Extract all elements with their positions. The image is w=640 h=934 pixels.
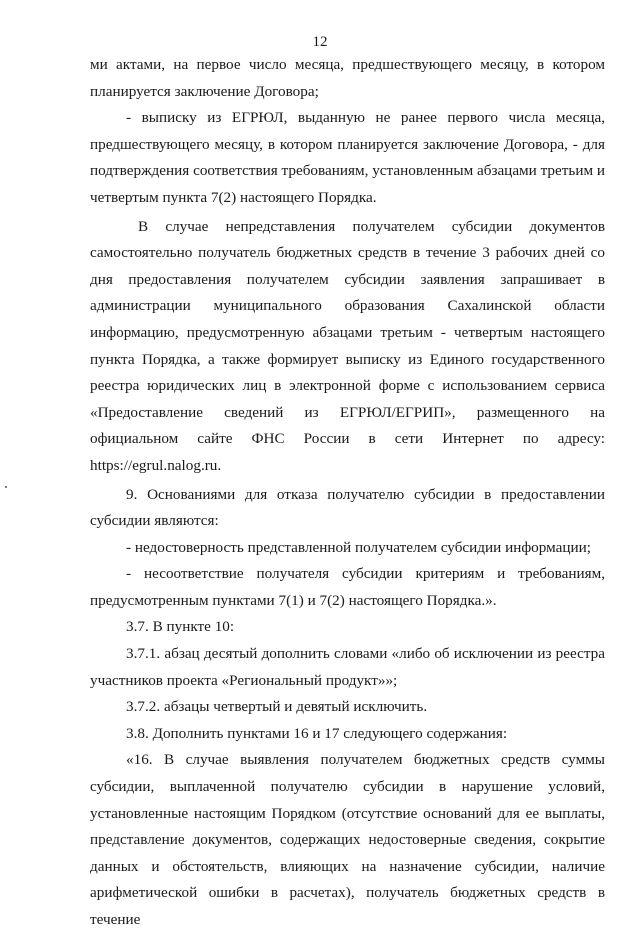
paragraph-6: - несоответствие получателя субсидии критериям и требованиям, предусмотренным пунктами 7(1) и 7(2) настоящего Порядка.». [90,565,605,609]
paragraph-10: 3.8. Дополнить пунктами 16 и 17 следующего содержания: [126,724,508,742]
paragraph-3: В случае непредставления получателем субсидии документов самостоятельно получатель бюджетных средств в течение 3 рабочих дней со дня предоставления получателем субсидии заявления запрашивает в администрации муниципального образования Сахалинской области информацию, предусмотренную абзацами третьим - четвертым настоящего пункта Порядка, а также формирует выписку из Единого государственного реестра юридических лиц в электронной форме с использованием сервиса «Предоставление сведений из ЕГРЮЛ/ЕГРИП», размещенного на официальном сайте ФНС России в сети Интернет по адресу: https://egrul.nalog.ru. [90,217,605,474]
page-number: 12 [312,34,328,50]
document-body [90,52,605,934]
paragraph-8: 3.7.1. абзац десятый дополнить словами «либо об исключении из реестра участников проекта «Региональный продукт»»; [90,645,605,689]
paragraph-1: ми актами, на первое число месяца, предшествующего месяцу, в котором планируется заключение Договора; [90,56,605,100]
paragraph-4: 9. Основаниями для отказа получателю субсидии в предоставлении субсидии являются: [90,485,605,530]
paragraph-5: - недостоверность представленной получателем субсидии информации; [126,538,591,556]
paragraph-11: «16. В случае выявления получателем бюджетных средств суммы субсидии, выплаченной получателю субсидии в нарушение условий, установленные настоящим Порядком (отсутствие оснований для ее выплаты, представление документов, содержащих недостоверные сведения, сокрытие данных и обстоятельств, влияющих на назначение субсидии, наличие арифметической ошибки в расчетах), получатель бюджетных средств в течение [90,751,605,928]
paragraph-2: - выписку из ЕГРЮЛ, выданную не ранее первого числа месяца, предшествующего месяцу, в котором планируется заключение Договора, - для подтверждения соответствия требованиям, установленным абзацами третьим и четвертым пункта 7(2) настоящего Порядка. [90,109,605,206]
paragraph-7: 3.7. В пункте 10: [126,618,235,636]
paragraph-9: 3.7.2. абзацы четвертый и девятый исключить. [126,698,428,716]
scan-speck [5,486,7,488]
